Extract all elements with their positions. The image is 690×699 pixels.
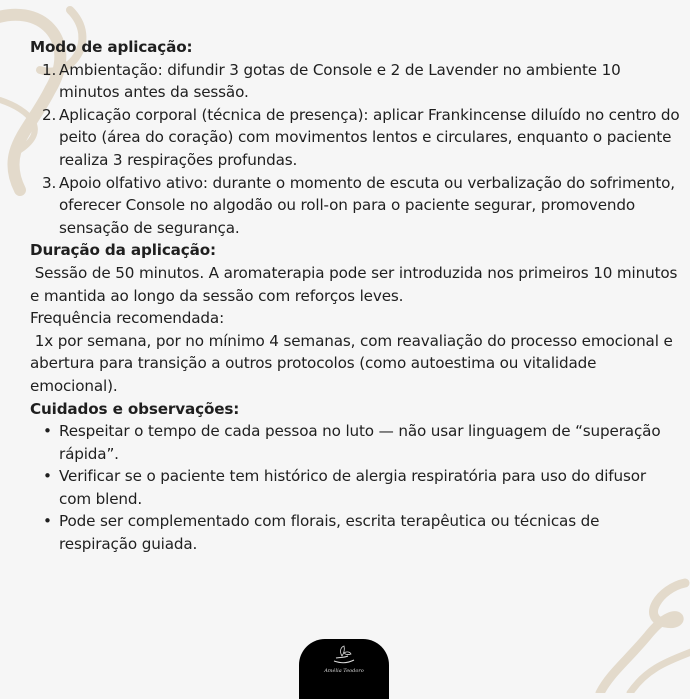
duration-text: Sessão de 50 minutos. A aromaterapia pode ser introduzida nos primeiros 10 minutos e mantida ao longo da sessão com reforços leves.	[30, 263, 682, 305]
list-item: 1. Ambientação: difundir 3 gotas de Console e 2 de Lavender no ambiente 10 minutos antes da sessão.	[42, 60, 621, 102]
hand-with-leaf-icon	[330, 645, 358, 667]
heading-cuidados: Cuidados e observações:	[30, 399, 240, 418]
list-item: 3. Apoio olfativo ativo: durante o momento de escuta ou verbalização do sofrimento, oferecer Console no algodão ou roll-on para o paciente segurar, promovendo sensação de segurança.	[42, 173, 675, 237]
bullet-icon: •	[43, 512, 52, 531]
list-item: 2. Aplicação corporal (técnica de presença): aplicar Frankincense diluído no centro do peito (área do coração) com movimentos lentos e circulares, enquanto o paciente realiza 3 respirações profundas.	[42, 105, 680, 169]
application-steps-list	[30, 59, 680, 240]
list-item: • Verificar se o paciente tem histórico de alergia respiratória para uso do difusor com blend.	[43, 467, 646, 508]
bullet-icon: •	[43, 422, 52, 441]
frequency-label: Frequência recomendada:	[30, 309, 225, 328]
document-body	[30, 36, 680, 556]
heading-modo-aplicacao: Modo de aplicação:	[30, 38, 193, 56]
frequency-text: 1x por semana, por no mínimo 4 semanas, com reavaliação do processo emocional e abertura para transição a outros protocolos (como autoestima ou vitalidade emocional).	[30, 331, 678, 395]
heading-duracao: Duração da aplicação:	[30, 241, 216, 260]
bullet-icon: •	[43, 467, 52, 486]
logo-text: Amélia Teodoro	[324, 668, 364, 674]
brand-logo	[299, 639, 389, 699]
flourish-decoration-bottom-right	[590, 563, 690, 693]
care-list	[30, 420, 680, 556]
list-item: • Pode ser complementado com florais, escrita terapêutica ou técnicas de respiração guiada.	[43, 512, 600, 554]
list-item: • Respeitar o tempo de cada pessoa no luto — não usar linguagem de “superação rápida”.	[43, 422, 661, 463]
